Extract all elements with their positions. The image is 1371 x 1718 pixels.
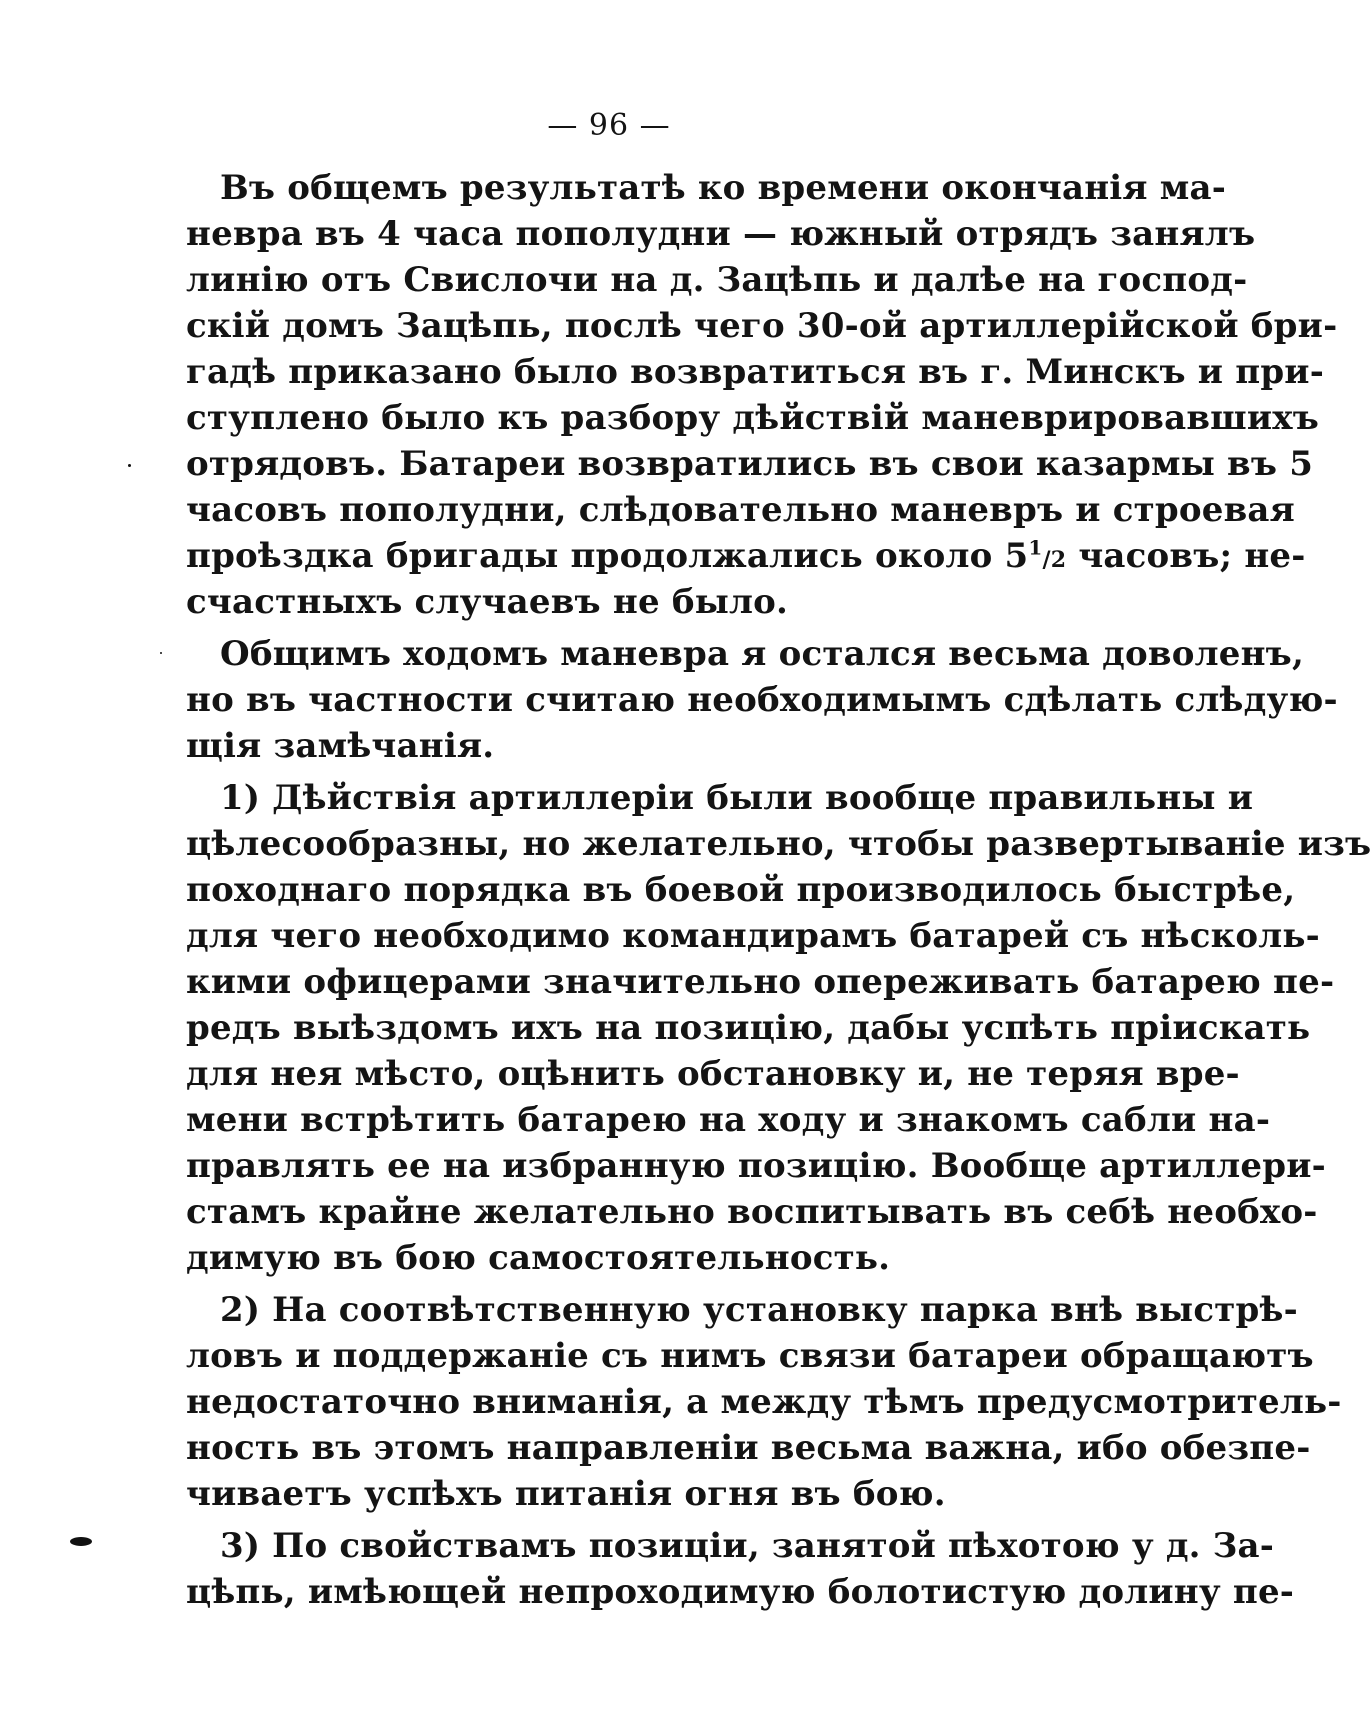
- text-line: для чего необходимо командирамъ батарей съ нѣсколь-: [186, 916, 1320, 956]
- text-line: цѣлесообразны, но желательно, чтобы развертываніе изъ: [186, 824, 1371, 864]
- text-line: невра въ 4 часа пополудни — южный отрядъ занялъ: [186, 214, 1256, 254]
- text-line: 1) Дѣйствія артиллеріи были вообще правильны и: [220, 778, 1254, 818]
- text-line: ловъ и поддержаніе съ нимъ связи батареи обращаютъ: [186, 1336, 1314, 1376]
- fraction-denominator: /2: [1042, 547, 1067, 573]
- fraction-numerator: 1: [1028, 535, 1043, 560]
- text-line: стамъ крайне желательно воспитывать въ себѣ необхо-: [186, 1192, 1318, 1232]
- text-line: 3) По свойствамъ позиціи, занятой пѣхотою у д. За-: [220, 1526, 1275, 1566]
- text-line: 2) На соотвѣтственную установку парка внѣ выстрѣ-: [220, 1290, 1298, 1330]
- text-line-with-fraction: [186, 534, 1306, 578]
- ink-speck: [70, 1537, 92, 1546]
- text-line: мени встрѣтить батарею на ходу и знакомъ сабли на-: [186, 1100, 1271, 1140]
- ink-speck: [128, 464, 131, 467]
- text-line: для нея мѣсто, оцѣнить обстановку и, не теряя вре-: [186, 1054, 1240, 1094]
- page-number: — 96 —: [547, 108, 671, 143]
- fraction-line-end: часовъ; не-: [1066, 536, 1306, 576]
- text-line: Въ общемъ результатѣ ко времени окончанія ма-: [220, 168, 1227, 208]
- text-line: редъ выѣздомъ ихъ на позицію, дабы успѣть пріискать: [186, 1008, 1311, 1048]
- text-line: цѣпь, имѣющей непроходимую болотистую долину пе-: [186, 1572, 1295, 1612]
- text-line: димую въ бою самостоятельность.: [186, 1238, 891, 1278]
- text-line: отрядовъ. Батареи возвратились въ свои казармы въ 5: [186, 444, 1314, 484]
- text-line: ступлено было къ разбору дѣйствій маневрировавшихъ: [186, 398, 1320, 438]
- text-line: кими офицерами значительно опереживать батарею пе-: [186, 962, 1335, 1002]
- ink-speck: [160, 652, 162, 654]
- fraction-line-start: проѣздка бригады продолжались около 5: [186, 536, 1029, 576]
- text-line: походнаго порядка въ боевой производилось быстрѣе,: [186, 870, 1296, 910]
- text-line: но въ частности считаю необходимымъ сдѣлать слѣдую-: [186, 680, 1338, 720]
- text-line: линію отъ Свислочи на д. Зацѣпь и далѣе на господ-: [186, 260, 1248, 300]
- text-line: щія замѣчанія.: [186, 726, 495, 766]
- text-line: ность въ этомъ направленіи весьма важна, ибо обезпе-: [186, 1428, 1311, 1468]
- text-line: недостаточно вниманія, а между тѣмъ предусмотритель-: [186, 1382, 1342, 1422]
- text-line: правлять ее на избранную позицію. Вообще артиллери-: [186, 1146, 1326, 1186]
- text-line: чиваетъ успѣхъ питанія огня въ бою.: [186, 1474, 946, 1514]
- text-line: Общимъ ходомъ маневра я остался весьма доволенъ,: [220, 634, 1304, 674]
- text-line: счастныхъ случаевъ не было.: [186, 582, 789, 622]
- text-line: часовъ пополудни, слѣдовательно маневръ и строевая: [186, 490, 1295, 530]
- text-line: гадѣ приказано было возвратиться въ г. Минскъ и при-: [186, 352, 1325, 392]
- text-line: скій домъ Зацѣпь, послѣ чего 30-ой артиллерійской бри-: [186, 306, 1338, 346]
